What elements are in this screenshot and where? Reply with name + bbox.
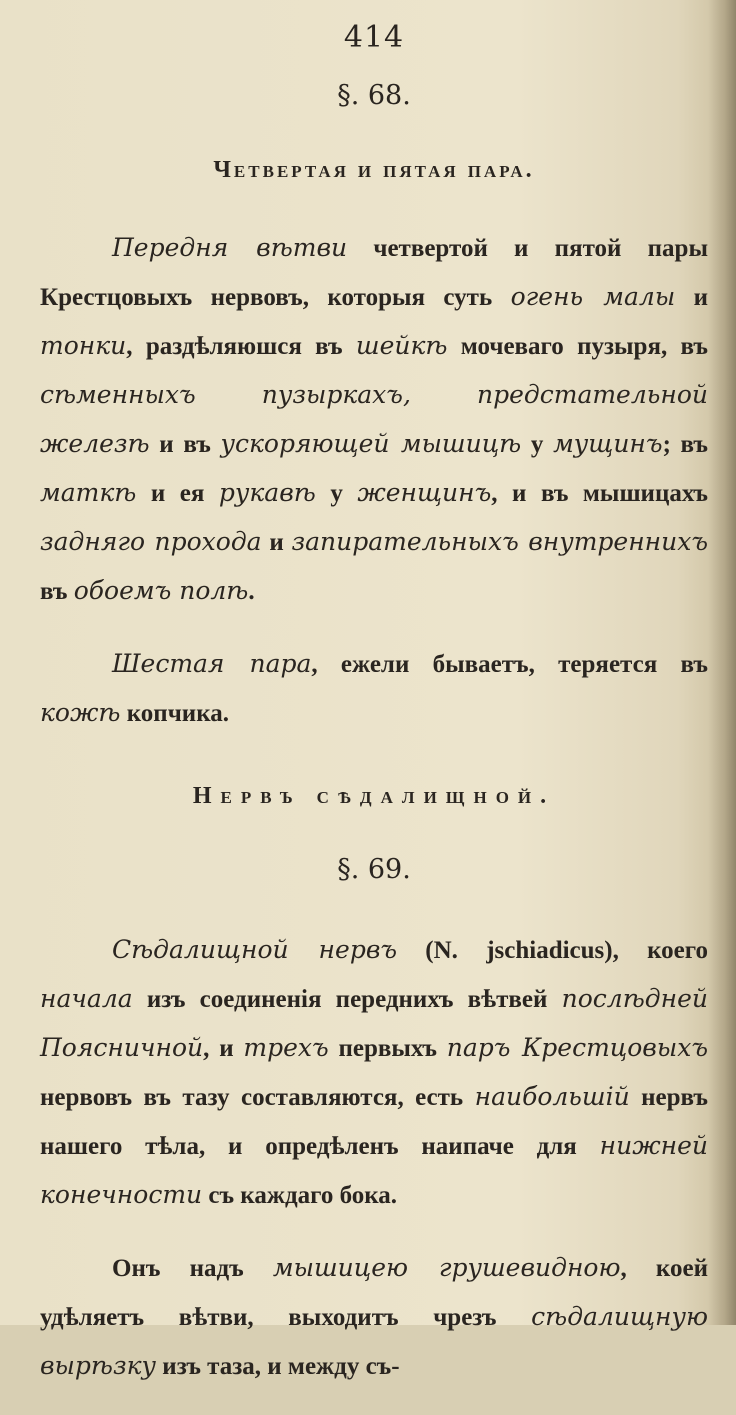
text-italic: сѣменныхъ пузыркахъ, предстательной железѣ xyxy=(40,380,708,458)
text-run: . xyxy=(248,578,255,605)
paragraph-sciatic-nerve-origin xyxy=(40,926,708,1220)
text-italic: кожѣ xyxy=(40,698,121,727)
text-run: , и xyxy=(203,1035,244,1062)
text-italic: женщинъ xyxy=(357,478,492,507)
text-italic: маткѣ xyxy=(40,478,137,507)
text-run: , раздѣляюшся въ xyxy=(126,333,356,360)
text-italic: запирательныхъ внутреннихъ xyxy=(291,527,709,556)
text-run: , ежели бываетъ, теряется въ xyxy=(311,651,708,678)
text-run: изъ соединенія переднихъ вѣтвей xyxy=(132,986,562,1013)
page-number: 414 xyxy=(343,20,405,55)
spacer xyxy=(40,762,708,778)
text-italic: наибольшій xyxy=(474,1082,630,1111)
text-italic: Сѣдалищной нервъ xyxy=(112,935,398,964)
section-heading-sciatic-nerve: Нервъ сѣдалищной. xyxy=(192,783,556,809)
text-italic: ускоряющей мышицѣ xyxy=(220,429,522,458)
text-italic: мышицею грушевидною xyxy=(272,1253,621,1282)
text-run: , и въ мышицахъ xyxy=(491,480,708,507)
text-italic: обоемъ полѣ xyxy=(73,576,249,605)
text-italic: Передня вѣтви xyxy=(112,233,348,262)
text-run: у xyxy=(521,431,554,458)
text-run: и въ xyxy=(149,431,221,458)
text-run: первыхъ xyxy=(328,1035,447,1062)
text-run: и xyxy=(675,284,709,311)
text-italic: огень малы xyxy=(510,282,676,311)
text-run: (N. jschiadicus), коего xyxy=(397,937,709,964)
text-run: нервъ нашего тѣла, и опредѣленъ наипаче для xyxy=(40,1084,709,1160)
text-block xyxy=(40,18,708,1415)
page-edge-shadow xyxy=(708,0,736,1325)
text-italic: трехъ xyxy=(243,1033,329,1062)
text-run: и ея xyxy=(136,480,219,507)
text-run: нервовъ въ тазу составляются, есть xyxy=(40,1084,475,1111)
text-italic: паръ Крестцовыхъ xyxy=(446,1033,708,1062)
text-run: у xyxy=(315,480,358,507)
text-italic: послѣдней Поясничной xyxy=(40,984,708,1062)
paragraph-sciatic-nerve-course xyxy=(40,1244,708,1391)
text-italic: начала xyxy=(40,984,133,1013)
text-italic: Шестая пара xyxy=(112,649,312,678)
text-run: въ xyxy=(40,578,74,605)
text-run: ; въ xyxy=(662,431,709,458)
text-run: изъ таза, и между съ- xyxy=(156,1353,400,1380)
text-run: съ каждаго бока. xyxy=(202,1182,398,1209)
text-italic: задняго прохода xyxy=(40,527,262,556)
text-italic: шейкѣ xyxy=(355,331,448,360)
text-run: Онъ надъ xyxy=(112,1255,273,1282)
text-run: мочеваго пузыря, въ xyxy=(447,333,708,360)
text-italic: тонки xyxy=(40,331,127,360)
text-run: , коей удѣляетъ вѣтви, выходитъ чрезъ xyxy=(40,1255,708,1331)
text-italic: рукавѣ xyxy=(218,478,316,507)
text-italic: сѣдалищную вырѣзку xyxy=(40,1302,708,1380)
section-sign-69: §. 69. xyxy=(337,854,411,885)
text-run: копчика. xyxy=(120,700,229,727)
text-italic: мущинъ xyxy=(553,429,663,458)
text-run: четвертой и пятой пары Крестцовыхъ нервовъ, которыя суть xyxy=(40,235,708,311)
section-sign-68: §. 68. xyxy=(337,80,411,111)
text-italic: нижней конечности xyxy=(40,1131,708,1209)
paragraph-fourth-fifth-pair xyxy=(40,224,708,616)
text-run: и xyxy=(261,529,292,556)
section-heading-fourth-fifth-pair: Четвертая и пятая пара. xyxy=(213,157,535,183)
paragraph-sixth-pair xyxy=(40,640,708,738)
